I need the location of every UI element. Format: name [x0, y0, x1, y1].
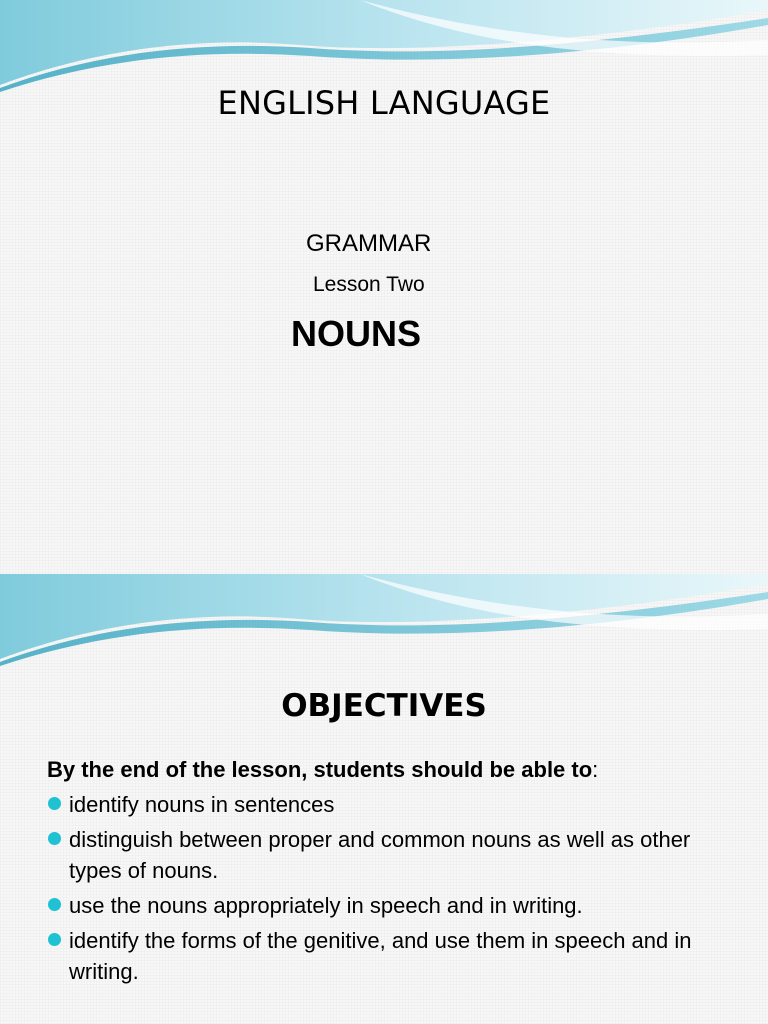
header-wave-decoration — [0, 0, 768, 95]
bullet-icon — [48, 933, 61, 946]
lesson-label: Lesson Two — [313, 273, 425, 296]
topic-title: NOUNS — [291, 313, 422, 354]
objectives-heading: OBJECTIVES — [281, 688, 487, 724]
objective-text: distinguish between proper and common nouns as well as other types of nouns. — [69, 827, 691, 883]
list-item — [47, 824, 747, 886]
presentation-title: ENGLISH LANGUAGE — [217, 84, 551, 122]
subject-label: GRAMMAR — [306, 230, 432, 257]
objectives-intro — [47, 757, 598, 783]
objective-text: identify nouns in sentences — [69, 792, 335, 817]
objectives-list — [47, 789, 747, 991]
list-item — [47, 789, 747, 820]
objectives-intro-colon: : — [592, 757, 599, 782]
list-item — [47, 890, 747, 921]
bullet-icon — [48, 898, 61, 911]
header-wave-decoration — [0, 574, 768, 669]
bullet-icon — [48, 832, 61, 845]
objective-text: use the nouns appropriately in speech and in writing. — [69, 893, 583, 918]
list-item — [47, 925, 747, 987]
objective-text: identify the forms of the genitive, and use them in speech and in writing. — [69, 928, 692, 984]
bullet-icon — [48, 797, 61, 810]
objectives-slide — [0, 574, 768, 1024]
objectives-intro-bold: By the end of the lesson, students should be able to — [47, 757, 593, 782]
